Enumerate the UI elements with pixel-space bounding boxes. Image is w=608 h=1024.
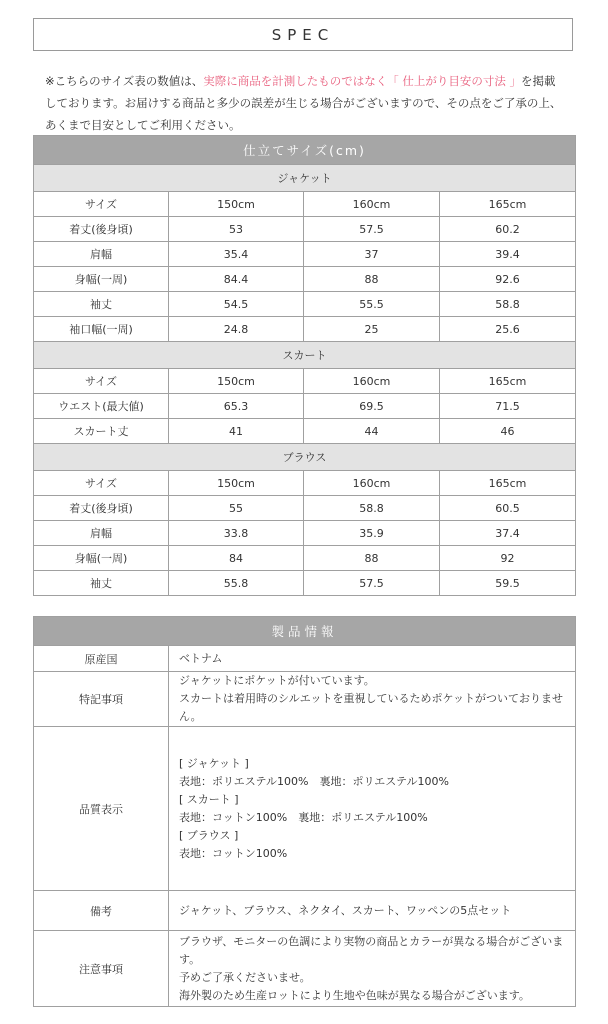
cell-value: 165cm — [440, 192, 576, 217]
cell-value: 25.6 — [440, 317, 576, 342]
row-label: 袖口幅(一周) — [34, 317, 169, 342]
info-line: スカートは着用時のシルエットを重視しているためポケットがついておりません。 — [179, 692, 563, 723]
info-line: [ ジャケット ] — [179, 756, 249, 770]
info-value — [169, 931, 576, 1007]
info-line: 表地：ポリエステル100% 裏地：ポリエステル100% — [179, 774, 449, 788]
section-name: スカート — [34, 342, 576, 369]
cell-value: 55.5 — [304, 292, 440, 317]
info-row — [34, 646, 576, 672]
info-line: 海外製のため生産ロットにより生地や色味が異なる場合がございます。 — [179, 988, 530, 1002]
notice-text-1: ※こちらのサイズ表の数値は、 — [45, 74, 204, 88]
cell-value: 150cm — [169, 369, 304, 394]
cell-value: 92.6 — [440, 267, 576, 292]
cell-value: 88 — [304, 267, 440, 292]
cell-value: 84.4 — [169, 267, 304, 292]
cell-value: 59.5 — [440, 571, 576, 596]
cell-value: 53 — [169, 217, 304, 242]
info-row — [34, 672, 576, 727]
row-label: サイズ — [34, 471, 169, 496]
table-row — [34, 496, 576, 521]
table-row — [34, 419, 576, 444]
cell-value: 60.2 — [440, 217, 576, 242]
row-label: スカート丈 — [34, 419, 169, 444]
notice-highlight: 実際に商品を計測したものではなく「 仕上がり目安の寸法 」 — [203, 74, 522, 88]
info-line: ジャケットにポケットが付いています。 — [179, 674, 375, 687]
notice-text-2: を掲載しております。お届けする商品と多少の誤差が生じる場合がございますので、その点をご了承の上、あくまで目安としてご利用ください。 — [45, 74, 562, 132]
table-row — [34, 317, 576, 342]
table-row — [34, 242, 576, 267]
cell-value: 160cm — [304, 192, 440, 217]
info-value — [169, 646, 576, 672]
section-name: ジャケット — [34, 165, 576, 192]
size-table-header: 仕立てサイズ(cm) — [34, 136, 576, 165]
cell-value: 35.9 — [304, 521, 440, 546]
cell-value: 24.8 — [169, 317, 304, 342]
row-label: 袖丈 — [34, 571, 169, 596]
info-value — [169, 891, 576, 931]
cell-value: 160cm — [304, 471, 440, 496]
row-label: ウエスト(最大値) — [34, 394, 169, 419]
cell-value: 88 — [304, 546, 440, 571]
row-label: 身幅(一周) — [34, 546, 169, 571]
info-line: ブラウザ、モニターの色調により実物の商品とカラーが異なる場合がございます。 — [179, 934, 564, 966]
cell-value: 44 — [304, 419, 440, 444]
info-value — [169, 672, 576, 727]
info-value — [169, 727, 576, 891]
cell-value: 54.5 — [169, 292, 304, 317]
table-row — [34, 217, 576, 242]
info-label: 原産国 — [34, 646, 169, 672]
product-info-header: 製品情報 — [34, 617, 576, 646]
product-info-table — [33, 616, 576, 1007]
cell-value: 57.5 — [304, 217, 440, 242]
table-row — [34, 571, 576, 596]
info-line: ジャケット、ブラウス、ネクタイ、スカート、ワッペンの5点セット — [179, 903, 512, 917]
cell-value: 37.4 — [440, 521, 576, 546]
row-label: 肩幅 — [34, 521, 169, 546]
table-row — [34, 546, 576, 571]
row-label: 身幅(一周) — [34, 267, 169, 292]
cell-value: 60.5 — [440, 496, 576, 521]
cell-value: 65.3 — [169, 394, 304, 419]
table-row — [34, 394, 576, 419]
table-row — [34, 369, 576, 394]
info-line: [ ブラウス ] — [179, 828, 239, 842]
cell-value: 71.5 — [440, 394, 576, 419]
row-label: サイズ — [34, 192, 169, 217]
cell-value: 150cm — [169, 471, 304, 496]
cell-value: 165cm — [440, 471, 576, 496]
cell-value: 58.8 — [440, 292, 576, 317]
cell-value: 41 — [169, 419, 304, 444]
info-row — [34, 727, 576, 891]
section-header-row — [34, 165, 576, 192]
row-label: 着丈(後身頃) — [34, 496, 169, 521]
row-label: 肩幅 — [34, 242, 169, 267]
info-row — [34, 891, 576, 931]
cell-value: 165cm — [440, 369, 576, 394]
section-header-row — [34, 342, 576, 369]
table-row — [34, 292, 576, 317]
cell-value: 35.4 — [169, 242, 304, 267]
cell-value: 33.8 — [169, 521, 304, 546]
spec-title: SPEC — [33, 18, 573, 51]
cell-value: 150cm — [169, 192, 304, 217]
table-row — [34, 521, 576, 546]
section-header-row — [34, 444, 576, 471]
row-label: サイズ — [34, 369, 169, 394]
table-row — [34, 471, 576, 496]
cell-value: 39.4 — [440, 242, 576, 267]
info-label: 備考 — [34, 891, 169, 931]
info-label: 注意事項 — [34, 931, 169, 1007]
table-row — [34, 192, 576, 217]
cell-value: 55.8 — [169, 571, 304, 596]
info-line: 表地：コットン100% 裏地：ポリエステル100% — [179, 810, 428, 824]
cell-value: 46 — [440, 419, 576, 444]
cell-value: 58.8 — [304, 496, 440, 521]
size-notice — [45, 70, 565, 136]
info-line: [ スカート ] — [179, 792, 239, 806]
row-label: 着丈(後身頃) — [34, 217, 169, 242]
info-label: 特記事項 — [34, 672, 169, 727]
section-name: ブラウス — [34, 444, 576, 471]
cell-value: 37 — [304, 242, 440, 267]
cell-value: 57.5 — [304, 571, 440, 596]
cell-value: 25 — [304, 317, 440, 342]
row-label: 袖丈 — [34, 292, 169, 317]
table-row — [34, 267, 576, 292]
cell-value: 55 — [169, 496, 304, 521]
info-label: 品質表示 — [34, 727, 169, 891]
cell-value: 92 — [440, 546, 576, 571]
cell-value: 160cm — [304, 369, 440, 394]
cell-value: 69.5 — [304, 394, 440, 419]
info-line: 表地：コットン100% — [179, 846, 288, 860]
info-line: ベトナム — [179, 651, 223, 665]
info-line: 予めご了承くださいませ。 — [179, 970, 311, 984]
cell-value: 84 — [169, 546, 304, 571]
size-table — [33, 135, 576, 596]
info-row — [34, 931, 576, 1007]
